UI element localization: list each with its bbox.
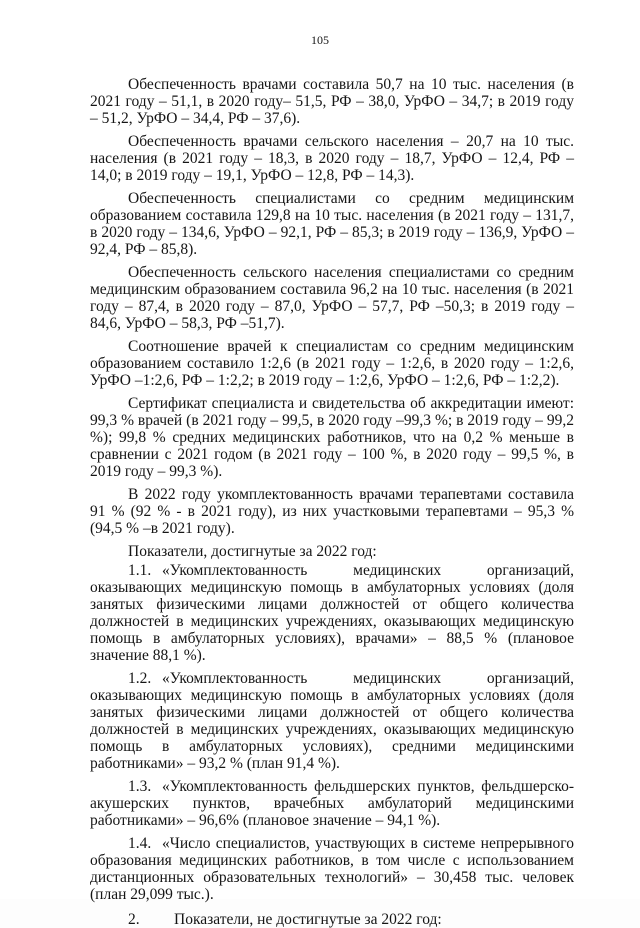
list-item-number: 1.4. xyxy=(128,835,152,852)
list-item-text: «Укомплектованность фельдшерских пунктов, фельдшерско-акушерских пунктов, врачебных амбулаторий медицинскими работниками» – 96,6% (плановое значение – 94,1 %). xyxy=(90,778,574,829)
list-item xyxy=(90,778,574,829)
list-item xyxy=(90,670,574,772)
list-item-text: «Укомплектованность медицинских организаций, оказывающих медицинскую помощь в амбулаторных условиях (доля занятых физическими лицами должностей от общего количества должностей в медицинских учреждениях, оказывающих медицинскую помощь в амбулаторных условиях), врачами» – 88,5 % (плановое значение 88,1 %). xyxy=(90,562,574,664)
paragraph-rural-doctors-supply: Обеспеченность врачами сельского населения – 20,7 на 10 тыс. населения (в 2021 году – 18,3, в 2020 году – 18,7, УрФО – 12,4, РФ – 14,0; в 2019 году – 19,1, УрФО – 12,8, РФ – 14,3). xyxy=(90,133,574,184)
paragraph-certificates: Сертификат специалиста и свидетельства об аккредитации имеют: 99,3 % врачей (в 2021 году – 99,5, в 2020 году –99,3 %; в 2019 году – 99,2 %); 99,8 % средних медицинских работников, что на 0,2 % меньше в сравнении с 2021 годом (в 2021 году – 100 %, в 2020 году – 99,5 %, в 2019 году – 99,3 %). xyxy=(90,395,574,480)
list-item xyxy=(90,835,574,903)
page-number: 105 xyxy=(311,33,329,47)
not-achieved-heading xyxy=(90,911,574,928)
list-item xyxy=(90,562,574,664)
paragraph-doctors-supply: Обеспеченность врачами составила 50,7 на 10 тыс. населения (в 2021 году – 51,1, в 2020 году– 51,5, РФ – 38,0, УрФО – 34,7; в 2019 году – 51,2, УрФО – 34,4, РФ – 37,6). xyxy=(90,76,574,127)
list-item-text: «Число специалистов, участвующих в системе непрерывного образования медицинских работников, в том числе с использованием дистанционных образовательных технологий» – 30,458 тыс. человек (план 29,099 тыс.). xyxy=(90,835,574,903)
list-item-number: 1.1. xyxy=(128,562,152,579)
document-body xyxy=(90,76,574,928)
list-item-number: 2. xyxy=(128,911,140,928)
paragraph-ratio: Соотношение врачей к специалистам со средним медицинским образованием составило 1:2,6 (в 2021 году – 1:2,6, в 2020 году – 1:2,6, УрФО –1:2,6, РФ – 1:2,2; в 2019 году – 1:2,6, УрФО – 1:2,6, РФ – 1:2,2). xyxy=(90,338,574,389)
list-item-text: «Укомплектованность медицинских организаций, оказывающих медицинскую помощь в амбулаторных условиях (доля занятых физическими лицами должностей от общего количества должностей в медицинских учреждениях, оказывающих медицинскую помощь в амбулаторных условиях), средними медицинскими работниками» – 93,2 % (план 91,4 %). xyxy=(90,670,574,772)
paragraph-therapists: В 2022 году укомплектованность врачами терапевтами составила 91 % (92 % - в 2021 году), из них участковыми терапевтами – 95,3 % (94,5 % –в 2021 году). xyxy=(90,486,574,537)
paragraph-rural-nurses-supply: Обеспеченность сельского населения специалистами со средним медицинским образованием составила 96,2 на 10 тыс. населения (в 2021 году – 87,4, в 2020 году – 87,0, УрФО – 57,7, РФ –50,3; в 2019 году – 84,6, УрФО – 58,3, РФ –51,7). xyxy=(90,264,574,332)
list-item-number: 1.2. xyxy=(128,670,152,687)
paragraph-achieved-heading: Показатели, достигнутые за 2022 год: xyxy=(128,543,377,560)
list-item-text: Показатели, не достигнутые за 2022 год: xyxy=(174,911,442,928)
list-item-number: 1.3. xyxy=(128,778,152,795)
paragraph-nurses-supply: Обеспеченность специалистами со средним медицинским образованием составила 129,8 на 10 тыс. населения (в 2021 году – 131,7, в 2020 году – 134,6, УрФО – 92,1, РФ – 85,3; в 2019 году – 136,9, УрФО – 92,4, РФ – 85,8). xyxy=(90,190,574,258)
